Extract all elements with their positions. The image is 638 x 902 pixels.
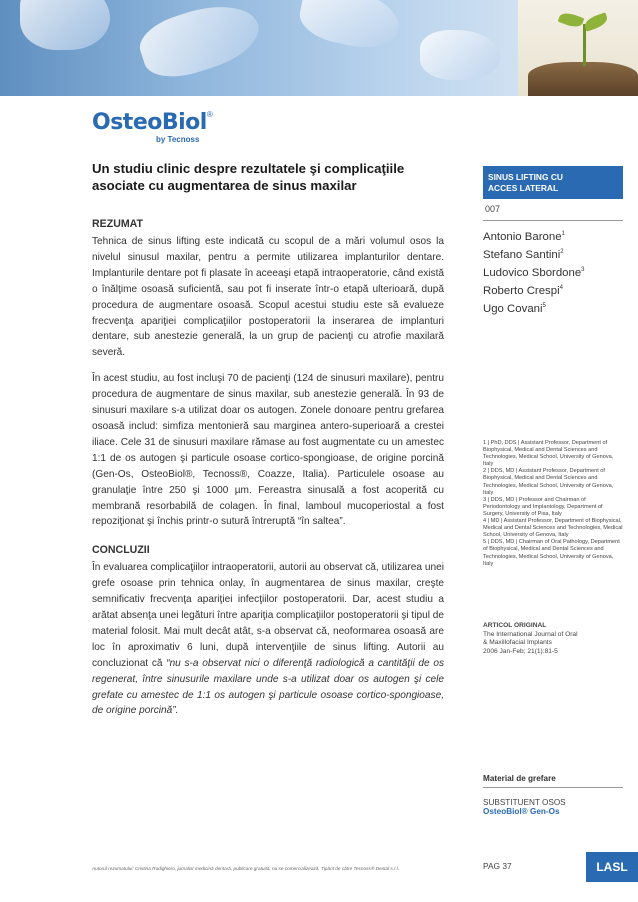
conclusion-quote: “nu s-a observat nici o diferenţă radiologică a cantităţii de os regenerat, între sinusurile maxilare unde s-a utilizat doar os autogen şi cele grefate cu amestec de 1:1 os autogen şi particule osoase cortico-spongioase, de origine porcină”.: [92, 657, 444, 717]
bone-granule-image: [20, 0, 110, 50]
material-type: SUBSTITUENT OSOS: [483, 798, 566, 807]
author-item: Roberto Crespi$^4$: [483, 285, 563, 298]
material-product: OsteoBiol® Gen-Os: [483, 807, 560, 816]
article-code: 007: [485, 204, 501, 214]
bone-granule-image: [420, 30, 500, 80]
affiliation-item: 2 | DDS, MD | Assistant Professor, Department of Biophysical, Medical and Dental Sciences and Technologies, Medical School, University of Genova, Italy: [483, 468, 614, 496]
abstract-heading: REZUMAT: [92, 218, 143, 230]
journal-name-1: The International Journal of Oral: [483, 630, 578, 638]
article-title: Un studiu clinic despre rezultatele şi complicaţiile asociate cu augmentarea de sinus maxilar: [92, 161, 405, 193]
logo-tagline: by Tecnoss: [156, 135, 200, 144]
lasl-badge: LASL: [586, 852, 638, 882]
logo-registered: ®: [206, 110, 213, 119]
graft-material: [483, 774, 623, 816]
footer-note: Autorul rezumatului: Cristina Rodighiero, jurnalist medicină dentară, publicare gratuită, nu se comercializează. Tipărit de către Tecnoss® Dental s.r.l.: [92, 866, 400, 871]
affiliation-item: 5 | DDS, MD | Chairman of Oral Pathology, Department of Biophysical, Medical and Dental Sciences and Technologies, Medical School, University of Genova, Italy: [483, 539, 620, 567]
header-banner: [0, 0, 638, 96]
abstract-paragraph-1: Tehnica de sinus lifting este indicată cu scopul de a mări volumul osos la nivelul sinusul maxilar, pentru a permite utilizarea implanturilor dentare. Implanturile dentare pot fi plasate în aceeaşi etapă intraoperatorie, când există o înălţime osoasă suficientă, sau pot fi inserate într-o etapă ulterioară, după procedura de augmentare osoasă. Scopul acestui studiu este să evalueze frecvenţa apariţiei complicaţiilor postoperatorii la inserarea de implanturi dentare, sub anestezie generală, la un grup de pacienţi cu atrofie maxilară severă.: [92, 236, 444, 359]
affiliation-item: 1 | PhD, DDS | Assistant Professor, Department of Biophysical, Medical and Dental Sciences and Technologies, Medical School, University of Genova, Italy: [483, 440, 614, 468]
author-list: [483, 227, 623, 317]
article-type: ARTICOL ORIGINAL: [483, 622, 547, 629]
bone-granule-image: [295, 0, 404, 55]
affiliation-item: 4 | MD | Assistant Professor, Department of Biophysical, Medical and Dental Sciences and Technologies, Medical School, University of Genova, Italy: [483, 518, 623, 539]
author-item: Ludovico Sbordone$^3$: [483, 266, 585, 279]
page-number: PAG 37: [483, 861, 512, 871]
author-item: Antonio Barone$^1$: [483, 230, 565, 243]
sidebar: [483, 160, 623, 317]
divider: [483, 787, 623, 788]
category-line-1: SINUS LIFTING CU: [488, 172, 563, 182]
bone-granule-image: [134, 0, 267, 87]
journal-name-2: & Maxillofacial Implants: [483, 639, 552, 647]
author-item: Stefano Santini$^2$: [483, 248, 564, 261]
affiliations: [483, 440, 623, 568]
conclusion-heading: CONCLUZII: [92, 544, 150, 557]
category-tag: [483, 166, 623, 199]
category-line-2: ACCES LATERAL: [488, 183, 559, 193]
abstract-paragraph-2: În acest studiu, au fost incluşi 70 de pacienţi (124 de sinusuri maxilare), pentru procedura de augmentare de sinus maxilar, sub anestezie generală. În 93 de sinusuri maxilare s-a utilizat doar os autogen. Zonele donoare pentru grefarea osoasă includ: simfiza mentonieră sau marginea antero-superioară a crestei iliace. Cele 31 de sinusuri maxilare rămase au fost augmentate cu un amestec 1:1 de os autogen şi particule osoase cortico-spongioase, de origine porcină (Gen-Os, OsteoBiol®, Tecnoss®, Coazze, Italia). Particulele osoase au granulaţie între 250 şi 1000 µm. Fereastra sinusală a fost acoperită cu membrană resorbabilă de colagen. În final, lamboul mucoperiostal a fost repoziţionat şi închis printr-o sutură întreruptă “în saltea”.: [92, 373, 444, 528]
logo-name: OsteoBiol: [92, 110, 207, 135]
osteobiol-logo: [92, 110, 232, 150]
material-heading: Material de grefare: [483, 774, 556, 783]
conclusion-text: În evaluarea complicaţiilor intraoperatorii, autorii au observat că, utilizarea unei grefe osoase prin tehnica onlay, în augmentarea de sinus maxilar, creşte semnificativ frecvenţa apariţiei infecţiilor postoperatorii. Dar, acest studiu a arătat absenţa unei legături între apariţia complicaţiilor postoperatorii şi tipul de material folosit. Mai mult decât atât, s-a observat că, neoformarea osoasă are loc în aproximativ 6 luni, după intervenţiile de sinus lifting. Autorii au concluzionat că: [92, 562, 444, 669]
article-body: [92, 160, 444, 729]
author-item: Ugo Covani$^5$: [483, 303, 546, 316]
conclusion-paragraph: [92, 560, 444, 719]
divider: [483, 220, 623, 221]
soil-image: [528, 62, 638, 96]
article-source: [483, 622, 623, 656]
journal-citation: 2006 Jan-Feb; 21(1):81-5: [483, 647, 558, 655]
affiliation-item: 3 | DDS, MD | Professor and Chairman of Periodontology and Implantology, Department of Surgery, University of Pisa, Italy: [483, 496, 603, 517]
